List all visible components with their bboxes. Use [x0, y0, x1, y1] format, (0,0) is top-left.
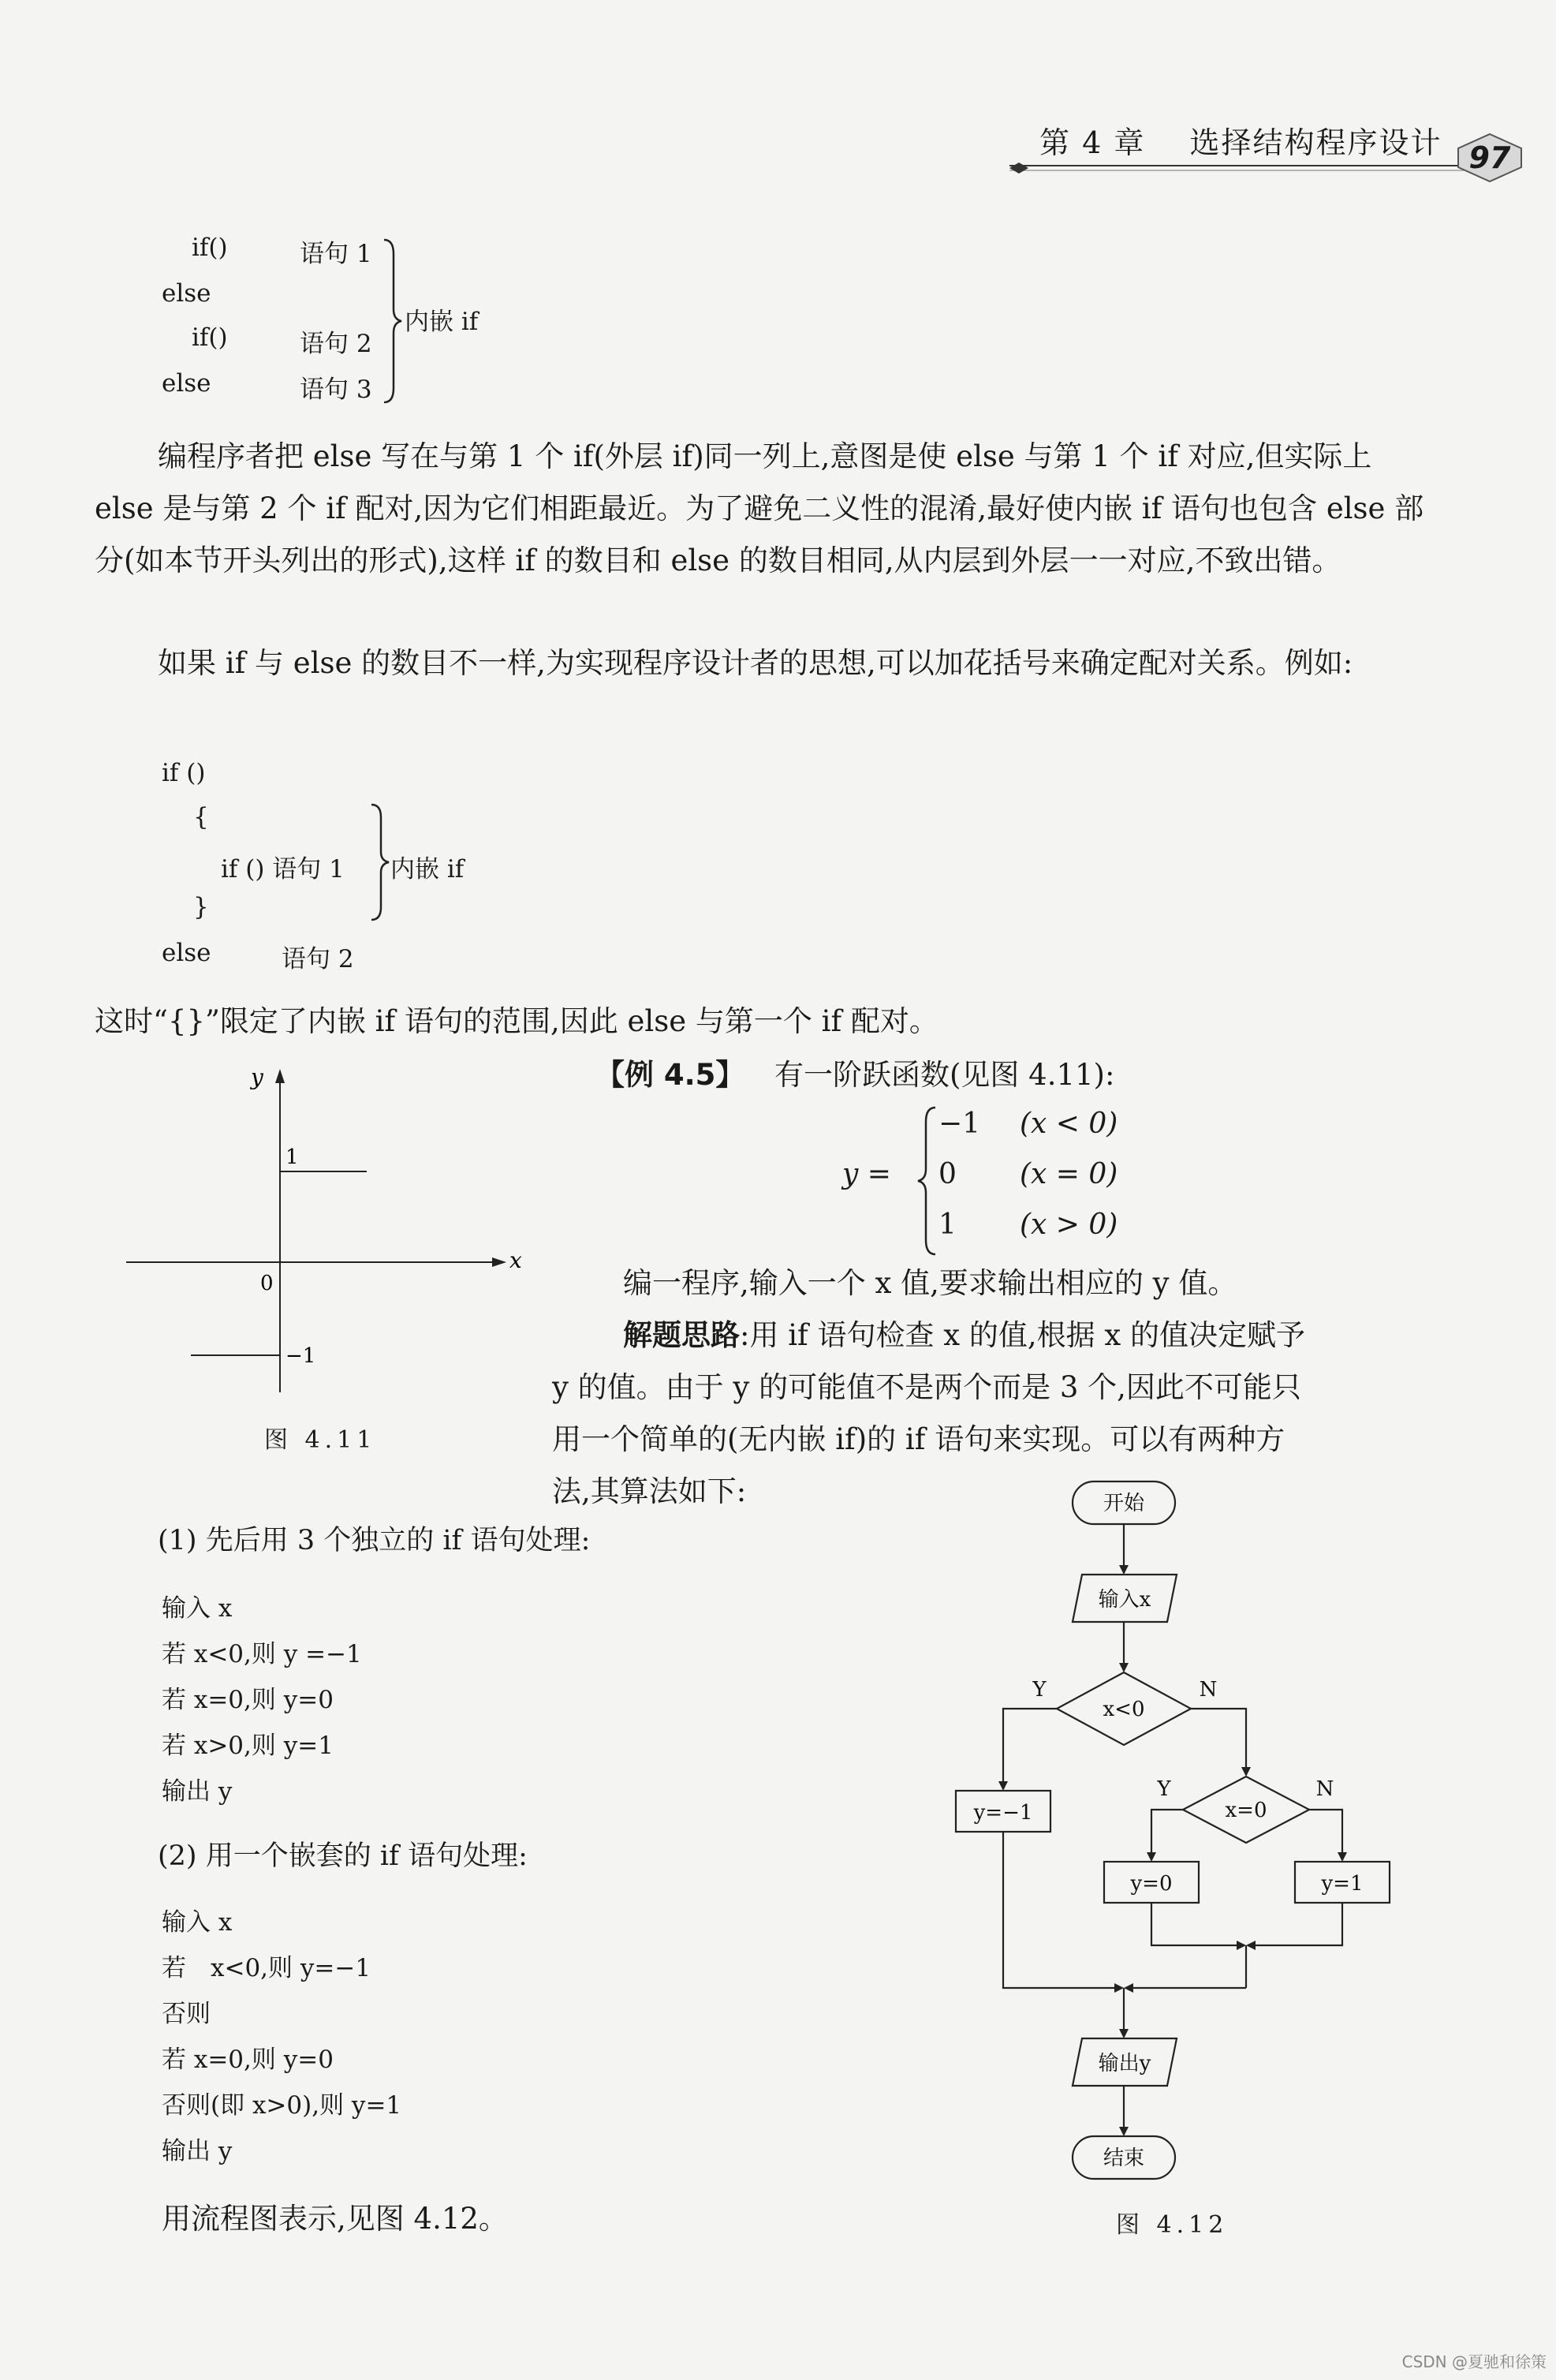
piecewise-function: [842, 1103, 1174, 1261]
code2-line5-stmt: 语句 2: [282, 945, 354, 973]
fig411-x-label: x: [509, 1247, 522, 1273]
code2-brace-label: 内嵌 if: [390, 855, 465, 884]
flow-assign-neg-label: y=−1: [973, 1801, 1033, 1825]
code2-line3: if () 语句 1: [221, 855, 345, 884]
case2-condition: (x = 0): [1020, 1158, 1118, 1190]
figure-4-11: [118, 1061, 536, 1400]
watermark: CSDN @夏驰和徐策: [1401, 2352, 1547, 2371]
flow-merge-zero: [1151, 1903, 1244, 1945]
code1-line1-kw: if(): [192, 234, 228, 262]
fig411-origin-label: 0: [260, 1272, 274, 1295]
chapter-title: 选择结构程序设计: [1189, 125, 1442, 160]
hint-line-3: 用一个简单的(无内嵌 if)的 if 语句来实现。可以有两种方: [552, 1422, 1285, 1456]
chapter-number: 第 4 章: [1039, 125, 1146, 160]
flow-cond2-yes-label: Y: [1157, 1777, 1171, 1801]
flow-input-label: 输入x: [1098, 1588, 1151, 1612]
code2-line5-kw: else: [162, 939, 211, 967]
paragraph-3: 这时“{}”限定了内嵌 if 语句的范围,因此 else 与第一个 if 配对。: [95, 1004, 938, 1038]
code2-brace: [368, 803, 392, 921]
code1-line3-stmt: 语句 2: [300, 330, 372, 358]
flow-cond2-label: x=0: [1225, 1799, 1267, 1822]
fig411-y-label: y: [251, 1064, 263, 1090]
code2-line2: {: [193, 803, 209, 831]
flow-cond1-label: x<0: [1103, 1698, 1145, 1721]
case1-condition: (x < 0): [1020, 1108, 1118, 1140]
code1-line4-stmt: 语句 3: [300, 375, 372, 404]
code-block-1: [162, 234, 572, 415]
fig411-x-arrow: [492, 1257, 506, 1267]
flow-cond2-no-label: N: [1315, 1777, 1334, 1801]
paragraph-1: 编程序者把 else 写在与第 1 个 if(外层 if)同一列上,意图是使 else 与第 1 个 if 对应,但实际上 else 是与第 2 个 if 配对,因为它们相距最近。为了避免二义性的混淆,最好使内嵌 if 语句也包含 else 部分(如本节开头列出的形式),这样 if 的数目和 else 的数目相同,从内层到外层一一对应,不致出错。: [95, 439, 1424, 577]
code1-line2-kw: else: [162, 279, 211, 308]
case2-value: 0: [938, 1158, 957, 1190]
method1-line-1: 输入 x: [162, 1594, 233, 1623]
hint-line-2: y 的值。由于 y 的可能值不是两个而是 3 个,因此不可能只: [552, 1370, 1301, 1404]
header-rule: [1002, 155, 1475, 178]
method2-line-3: 否则: [162, 2000, 211, 2028]
figure-4-12-caption: 图 4.12: [1116, 2211, 1229, 2239]
flow-merge-one: [1248, 1903, 1342, 1945]
code1-brace: [381, 238, 405, 404]
method1-line-2: 若 x<0,则 y =−1: [162, 1640, 362, 1668]
flow-output-label: 输出y: [1098, 2052, 1151, 2075]
method2-line-5: 否则(即 x>0),则 y=1: [162, 2091, 402, 2120]
flow-end-label: 结束: [1103, 2146, 1145, 2170]
fig411-y-arrow: [275, 1069, 285, 1083]
case3-condition: (x > 0): [1020, 1209, 1118, 1241]
method-1-title: (1) 先后用 3 个独立的 if 语句处理:: [158, 1525, 591, 1556]
fig411-neg-label: −1: [285, 1344, 316, 1368]
case3-value: 1: [938, 1209, 957, 1241]
page-number-badge: [1455, 133, 1524, 183]
code1-line4-kw: else: [162, 369, 211, 398]
page-number: 97: [1468, 140, 1511, 175]
method-2-title: (2) 用一个嵌套的 if 语句处理:: [158, 1840, 528, 1872]
method-1-lines: [162, 1586, 362, 1814]
hint-label: 解题思路: [623, 1318, 740, 1352]
method-2-lines: [162, 1900, 401, 2174]
piecewise-lhs: y =: [842, 1158, 891, 1190]
piecewise-brace: [915, 1106, 938, 1256]
flow-assign-one-label: y=1: [1321, 1872, 1364, 1896]
example-task: 编一程序,输入一个 x 值,要求输出相应的 y 值。: [623, 1266, 1237, 1300]
flow-merge-neg: [1003, 1832, 1122, 1988]
code1-brace-label: 内嵌 if: [405, 308, 479, 336]
method1-line-3: 若 x=0,则 y=0: [162, 1686, 334, 1714]
paragraph-2: 如果 if 与 else 的数目不一样,为实现程序设计者的思想,可以加花括号来确定配对关系。例如:: [158, 646, 1353, 680]
flow-branch-cond1-no: [1191, 1709, 1246, 1775]
example-intro: 有一阶跃函数(见图 4.11):: [774, 1058, 1115, 1092]
flow-assign-zero-label: y=0: [1130, 1872, 1173, 1896]
hint-line-4: 法,其算法如下:: [552, 1474, 747, 1508]
flow-branch-cond1-yes: [1003, 1709, 1057, 1789]
closing-text: 用流程图表示,见图 4.12。: [162, 2202, 508, 2236]
flow-branch-cond2-no: [1309, 1810, 1342, 1860]
method1-line-5: 输出 y: [162, 1777, 233, 1806]
example-heading: [595, 1049, 1114, 1101]
method2-line-2: 若 x<0,则 y=−1: [162, 1954, 371, 1982]
method2-line-6: 输出 y: [162, 2137, 233, 2165]
method2-line-4: 若 x=0,则 y=0: [162, 2046, 334, 2074]
fig411-pos-label: 1: [285, 1145, 299, 1169]
example-tag: 【例 4.5】: [595, 1058, 745, 1092]
code1-line1-stmt: 语句 1: [300, 240, 372, 268]
flow-start-label: 开始: [1103, 1492, 1145, 1515]
method1-line-4: 若 x>0,则 y=1: [162, 1732, 334, 1760]
flow-cond1-no-label: N: [1199, 1678, 1218, 1702]
case1-value: −1: [938, 1108, 981, 1140]
flowchart-4-12: [938, 1475, 1427, 2256]
code1-line3-kw: if(): [192, 323, 228, 352]
code2-line4: }: [193, 893, 209, 921]
method2-line-1: 输入 x: [162, 1908, 233, 1937]
flow-branch-cond2-yes: [1151, 1810, 1183, 1860]
hint-line-1: :用 if 语句检查 x 的值,根据 x 的值决定赋予: [740, 1318, 1306, 1352]
flow-cond1-yes-label: Y: [1032, 1678, 1047, 1702]
code2-line1: if (): [162, 759, 206, 787]
figure-4-11-caption: 图 4.11: [264, 1426, 377, 1454]
code-block-2: [162, 759, 572, 980]
